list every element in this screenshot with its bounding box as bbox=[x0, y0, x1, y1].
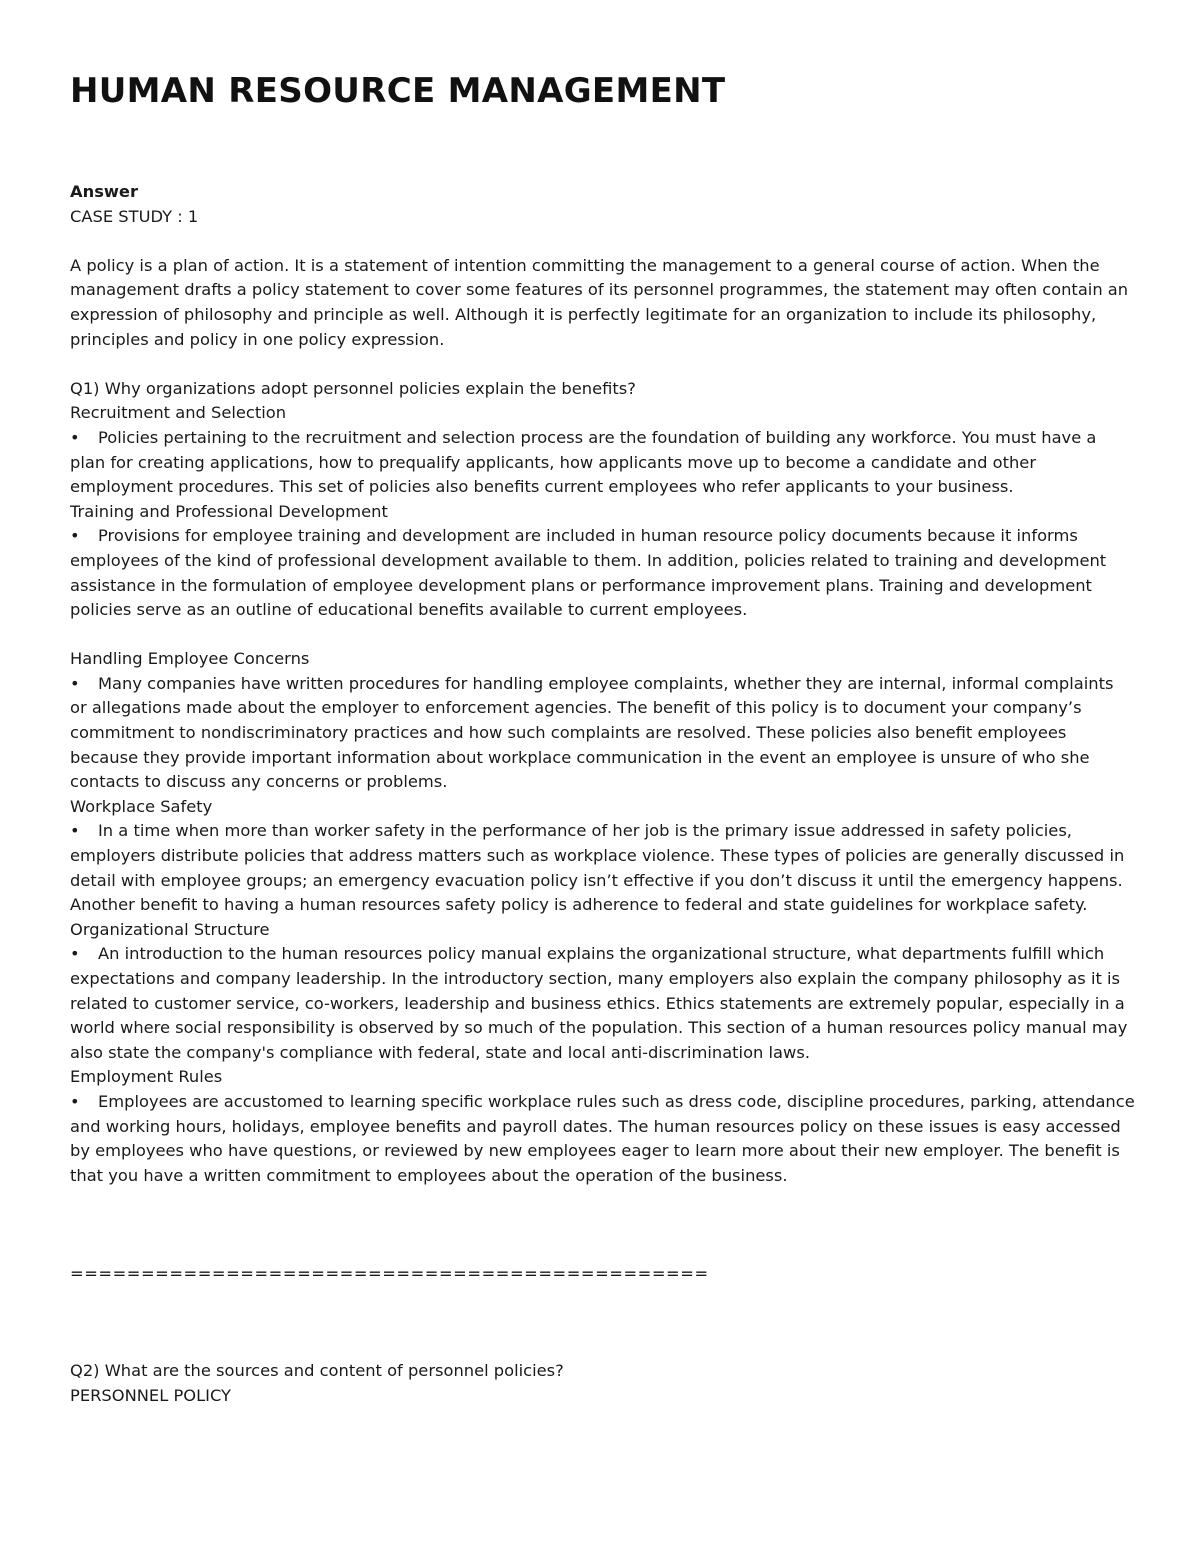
question-2: Q2) What are the sources and content of personnel policies? bbox=[70, 1361, 564, 1381]
bullet-text: An introduction to the human resources policy manual explains the organizational structure, what departments fulfill which expectations and company leadership. In the introductory section, many employers also explain the company philosophy as it is related to customer service, co-workers, leadership and business ethics. Ethics statements are extremely popular, especially in a world where social responsibility is observed by so much of the population. This section of a human resources policy manual may also state the company's compliance with federal, state and local anti-discrimination laws. bbox=[70, 944, 1128, 1062]
intro-paragraph: A policy is a plan of action. It is a statement of intention committing the management to a general course of action. When the management drafts a policy statement to cover some features of its personnel programmes, the statement may often contain an expression of philosophy and principle as well. Although it is perfectly legitimate for an organization to include its philosophy, principles and policy in one policy expression. bbox=[70, 255, 1129, 349]
spacer bbox=[70, 1335, 1135, 1359]
section-heading-structure: Organizational Structure bbox=[70, 919, 270, 939]
bullet-paragraph-training bbox=[70, 524, 1135, 622]
spacer bbox=[70, 1286, 1135, 1335]
document-title: HUMAN RESOURCE MANAGEMENT bbox=[70, 71, 726, 111]
bullet-paragraph-safety bbox=[70, 819, 1135, 917]
spacer bbox=[70, 352, 1135, 377]
document-body bbox=[70, 180, 1135, 1409]
bullet-icon: • bbox=[70, 526, 80, 546]
answer-label: Answer bbox=[70, 182, 138, 201]
bullet-text: Many companies have written procedures for handling employee complaints, whether they are internal, informal complaints or allegations made about the employer to enforcement agencies. The benefit of this policy is to document your company’s commitment to nondiscriminatory practices and how such complaints are resolved. These policies also benefit employees because they provide important information about workplace communication in the event an employee is unsure of who she contacts to discuss any concerns or problems. bbox=[70, 673, 1114, 792]
bullet-icon: • bbox=[70, 1091, 80, 1111]
bullet-paragraph-structure bbox=[70, 942, 1135, 1065]
bullet-text: Employees are accustomed to learning specific workplace rules such as dress code, discipline procedures, parking, attendance and working hours, holidays, employee benefits and payroll dates. The human resources policy on these issues is easy accessed by employees who have questions, or reviewed by new employees eager to learn more about their new employer. The benefit is that you have a written commitment to employees about the operation of the business. bbox=[70, 1091, 1135, 1185]
bullet-paragraph-rules bbox=[70, 1090, 1135, 1188]
personnel-policy-heading: PERSONNEL POLICY bbox=[70, 1385, 231, 1405]
bullet-icon: • bbox=[70, 673, 80, 693]
section-heading-recruitment: Recruitment and Selection bbox=[70, 403, 287, 423]
section-heading-rules: Employment Rules bbox=[70, 1067, 223, 1087]
spacer bbox=[70, 1238, 1135, 1262]
bullet-text: In a time when more than worker safety in the performance of her job is the primary issue addressed in safety policies, employers distribute policies that address matters such as workplace violence. These types of policies are generally discussed in detail with employee groups; an emergency evacuation policy isn’t effective if you don’t discuss it until the emergency happens. Another benefit to having a human resources safety policy is adherence to federal and state guidelines for workplace safety. bbox=[70, 821, 1125, 915]
bullet-icon: • bbox=[70, 821, 80, 841]
question-1: Q1) Why organizations adopt personnel policies explain the benefits? bbox=[70, 378, 636, 398]
spacer bbox=[70, 229, 1135, 254]
section-heading-training: Training and Professional Development bbox=[70, 501, 388, 521]
spacer bbox=[70, 623, 1135, 648]
divider-line: ============================================= bbox=[70, 1263, 709, 1283]
section-heading-concerns: Handling Employee Concerns bbox=[70, 649, 310, 669]
bullet-paragraph-concerns bbox=[70, 672, 1135, 795]
spacer bbox=[70, 1188, 1135, 1237]
bullet-icon: • bbox=[70, 944, 80, 964]
bullet-paragraph-recruitment bbox=[70, 426, 1135, 500]
bullet-text: Provisions for employee training and development are included in human resource policy documents because it informs employees of the kind of professional development available to them. In addition, policies related to training and development assistance in the formulation of employee development plans or performance improvement plans. Training and development policies serve as an outline of educational benefits available to current employees. bbox=[70, 526, 1107, 620]
section-heading-safety: Workplace Safety bbox=[70, 796, 213, 816]
case-study-label: CASE STUDY : 1 bbox=[70, 206, 199, 226]
bullet-icon: • bbox=[70, 427, 80, 447]
bullet-text: Policies pertaining to the recruitment and selection process are the foundation of building any workforce. You must have a plan for creating applications, how to prequalify applicants, how applicants move up to become a candidate and other employment procedures. This set of policies also benefits current employees who refer applicants to your business. bbox=[70, 427, 1097, 497]
